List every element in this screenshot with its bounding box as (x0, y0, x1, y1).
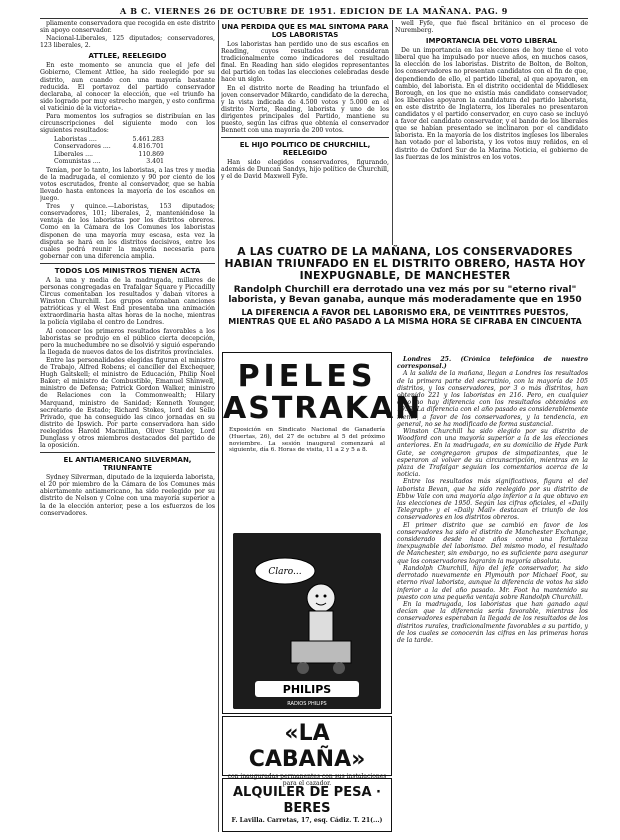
table-row: Comunistas .... 3.401 (54, 157, 164, 165)
paragraph: Han sido elegidos conservadores, figurando, además de Duncan Sandys, hijo político de Churchill, y el de David Maxwell Fyfe. (221, 159, 389, 181)
paragraph: pliamente conservadora que recogida en este distrito sin apoyo conservador. (40, 20, 215, 35)
svg-text:RADIOS PHILIPS: RADIOS PHILIPS (287, 701, 327, 707)
paragraph: Al conocer los primeros resultados favorables a los laboristas se produjo en el público cierta decepción, pero la muchedumbre no se disolvió y siguió esperando la llegada de nuevos datos de los distritos provinciales. (40, 327, 215, 356)
column-right (395, 20, 588, 245)
paragraph: Tres y quince.—Laboristas, 153 diputados; conservadores, 101; liberales, 2, manteniéndose la ventaja de los laboristas por los distritos obreros. Como en la Cámara de los Comunes los laboristas disponen de una mayoría muy escasa, esta vez la disputa se hará en los distritos decisivos, entre los cuales podrá reunir la mayoría necesaria para gobernar con una diferencia amplia. (40, 203, 215, 260)
article-body (397, 356, 588, 832)
paragraph: Randolph Churchill, hijo del jefe conservador, ha sido derrotado nuevamente en Plymouth por Michael Foot, su eterno rival laborista, aunque la diferencia de votos ha sido inferior a la del año pasado. Mr. Foot ha mantenido su puesto con una pequeña ventaja sobre Randolph Churchill. (397, 564, 588, 601)
ad-text: F. Lavilla. Carretas, 17, esq. Cádiz. T. 21(...) (231, 817, 383, 824)
philips-logo-text: PHILIPS (282, 683, 332, 696)
column-middle (221, 20, 389, 265)
paragraph: En el distrito norte de Reading ha triunfado el joven conservador Mikardo, candidato de la derecha, y la vista indicada de 4.500 votos y 5.000 en el distrito Norte, Reading, laborista y uno de los dirigentes principales del Partido, mantiene su puesto, según las cifras que obtenía el conservador Bennett con una mayoría de 200 votos. (221, 84, 389, 135)
column-divider (218, 20, 219, 832)
section-title: IMPORTANCIA DEL VOTO LIBERAL (425, 37, 558, 46)
headline-sub: Randolph Churchill era derrotado una vez más por su "eterno rival" laborista, y Bevan ganaba, aunque más moderadamente que en 1950 (228, 285, 582, 305)
paragraph: El primer distrito que se cambió en favor de los conservadores ha sido el distrito de Manchester Exchange, considerado desde hace años como una fortaleza inexpugnable del laborismo. Del mismo modo, el resultado de Manchester, sin embargo, no es suficiente para asegurar que los conservadores lograrán la mayoría absoluta. (397, 521, 588, 565)
page-header: A B C. VIERNES 26 DE OCTUBRE DE 1951. EDICION DE LA MAÑANA. PAG. 9 (40, 6, 588, 19)
advertisement-alquiler (222, 778, 392, 832)
paragraph: Entre los resultados más significativos, figura el del laborista Bevan, que ha sido reelegido por su distrito de Ebbw Vale con una mayoría algo inferior a la que obtuvo en las elecciones de 1950. Según las cifras oficiales, el «Daily Telegraph» y el «Daily Mail» destacan el triunfo de los conservadores en los distritos obreros. (397, 478, 588, 522)
paragraph: Tenían, por lo tanto, los laboristas, a las tres y media de la madrugada, el comienzo y 90 por ciento de los votos escrutados, frente al conservador, que se había llevado hasta entonces la mayoría de los escaños en juego. (40, 166, 215, 203)
section-title: UNA PERDIDA QUE ES MAL SINTOMA PARA LOS LABORISTAS (221, 23, 389, 39)
paragraph: Nacional-Liberales, 125 diputados; conservadores, 123 liberales, 2. (40, 35, 215, 50)
table-row: Conservadores .... 4.816.701 (54, 143, 164, 151)
headline-main: A LAS CUATRO DE LA MAÑANA, LOS CONSERVADORES HABIAN TRIUNFADO EN EL DISTRITO OBRERO, HASTA HOY INEXPUGNABLE, DE MANCHESTER (224, 245, 586, 282)
paragraph: Los laboristas han perdido uno de sus escaños en Reading, cuyos resultados se consideran tradicionalmente como indicadores del resultado final. En Reading han sido elegidos representantes del partido en todas las elecciones celebradas desde hace un siglo. (221, 41, 389, 84)
speech-bubble: Claro... (268, 567, 302, 577)
paragraph: En este momento se anuncia que el jefe del Gobierno, Clement Attlee, ha sido reelegido por su distrito, aun cuando con una mayoría bastante reducida. El portavoz del partido conservador declaraba, al conocer la elección, que «el triunfo ha sido logrado por muy estrecho margen, y esto confirma el vaticinio de la victoria». (40, 62, 215, 112)
ad-title: PIELES (237, 359, 377, 394)
paragraph: Sydney Silverman, diputado de la izquierda laborista, el 20 por miembro de la Cámara de los Comunes más abiertamente antiamericano, ha sido reelegido por su distrito de Nelson y Colne con una mayoría superior a la de la elección anterior, pese a los esfuerzos de los conservadores. (40, 474, 215, 517)
dateline: Londres 25. (Crónica telefónica de nuestro corresponsal.) (397, 356, 588, 371)
column-left (40, 20, 215, 832)
paragraph: En la madrugada, los laboristas que han ganado aquí decían que la diferencia sería favorable, mientras los conservadores esperaban la llegada de los resultados de los distritos rurales, tradicionalmente favorables a su partido, y de los cuales se conocerán las cifras en las primeras horas de la tarde. (397, 600, 588, 644)
paragraph: De un importancia en las elecciones de hoy tiene el voto liberal que ha impulsado por nueve años, en muchos casos, la elección de los laboristas. Distrito de Bolton, de Bolton, los conservadores no presentan candidatos con el fin de que, dependiendo de ello, el partido liberal, al que apoyaron, en cambio, del laborista. En el distrito occidental de Middlesex Borough, en los que no existía más candidato conservador, los liberales apoyaron la candidatura del partido laborista, en este distrito de Inglaterra, los liberales no presentaron candidatos y el partido conservador, en cuyo caso se incluyó a favor del candidato conservador, y el bando de los liberales que se habían presentado se inclinaron por el candidato laborista. En la mayoría de los distritos ingleses los liberales han votado por el laborista, y los votos muy reñidos, en el distrito de Oxford Sur de la Marina Noticia, el gobierno de las fuerzas de los ministros en los votos. (395, 47, 588, 161)
advertisement-la-cabana (222, 716, 392, 787)
paragraph: A la una y media de la madrugada, millares de personas congregadas en Trafalgar Square y Piccadilly Circus comentaban los resultados y daban vítores a Winston Churchill. Los grupos entonaban canciones patrióticas y el West End presentaba una animación extraordinaria hasta altas horas de la noche, mientras la policía vigilaba el centro de Londres. (40, 276, 215, 327)
section-title: EL ANTIAMERICANO SILVERMAN, TRIUNFANTE (63, 456, 192, 473)
results-table (54, 136, 215, 164)
ad-title: «LA CABAÑA» (248, 721, 366, 772)
column-divider (392, 20, 393, 245)
ad-text: Exposición en Sindicato Nacional de Ganadería (Huertas, 26), del 27 de octubre al 5 del próximo noviembre. La sesión inaugural comenzará al siguiente, día 6. Horas de visita, 11 a 2 y 5 a 8. (229, 427, 385, 454)
section-title: EL HIJO POLITICO DE CHURCHILL, REELEGIDO (239, 141, 371, 158)
table-row: Liberales .... 110.869 (54, 150, 164, 158)
main-headline (222, 246, 588, 326)
ad-title: ASTRAKAN (223, 391, 423, 426)
paragraph: Winston Churchill ha sido elegido por su distrito de Woodford con una mayoría superior a la de las elecciones anteriores. En la madrugada, en su domicilio de Hyde Park Gate, se congregaron grupos de simpatizantes, que le esperaron al volver de su circunscripción, mientras en la plaza de Trafalgar seguían los comentarios acerca de la noticia. (397, 428, 588, 479)
paragraph: well Fyfe, que fué fiscal británico en el proceso de Nuremberg. (395, 20, 588, 35)
section-title: ATTLEE, REELEGIDO (88, 52, 167, 61)
paragraph: A la salida de la mañana, llegan a Londres los resultados de la primera parte del escrutinio, con la mayoría de 105 distritos, y los conservadores, por 3 o más distritos, han obtenido 221 y los laboristas en 216. Pero, en cualquier caso no hay diferencia con los resultados obtenidos en 1950. La diferencia con el año pasado es considerablemente menor, a favor de los conservadores, y la tendencia, en general, no se ha modificado de forma sustancial. (397, 370, 588, 428)
paragraph: Para momentos los sufragios se distribuían en las circunscripciones del siguiente modo con los siguientes resultados: (40, 113, 215, 135)
headline-deck: LA DIFERENCIA A FAVOR DEL LABORISMO ERA, DE VEINTITRES PUESTOS, MIENTRAS QUE EL AÑO PASADO A LA MISMA HORA SE CIFRABA EN CINCUENTA (228, 308, 582, 326)
ad-title: ALQUILER DE PESA · BERES (233, 785, 381, 816)
paragraph: Entre las personalidades elegidas figuran el ministro de Trabajo, Alfred Robens; el canciller del Exchequer, Hugh Gaitskell; el ministro de Educación, Philip Noel Baker; el ministro de Combustible, Emanuel Shinwell, ministro de Defensa; Patrick Gordon Walker, ministro de Relaciones con la Commonwealth; Hilary Marquand, ministro de Sanidad; Kenneth Younger, secretario de Estado; Richard Stokes, lord del Sello Privado, que ha conseguido las cinco jornadas en su distrito de Ipswich. Por parte conservadora han sido reelegidos Harold Macmillan, Oliver Stanley, Lord Dunglass y otros miembros destacados del partido de la oposición. (40, 356, 215, 450)
table-row: Laboristas .... 5.461.283 (54, 136, 164, 144)
ad-text: con inauguradas permanentes con sus instalaciones para el cazador. (227, 773, 387, 787)
section-title: TODOS LOS MINISTROS TIENEN ACTA (54, 266, 201, 275)
philips-illustration (233, 533, 381, 709)
advertisement-pieles (222, 352, 423, 714)
